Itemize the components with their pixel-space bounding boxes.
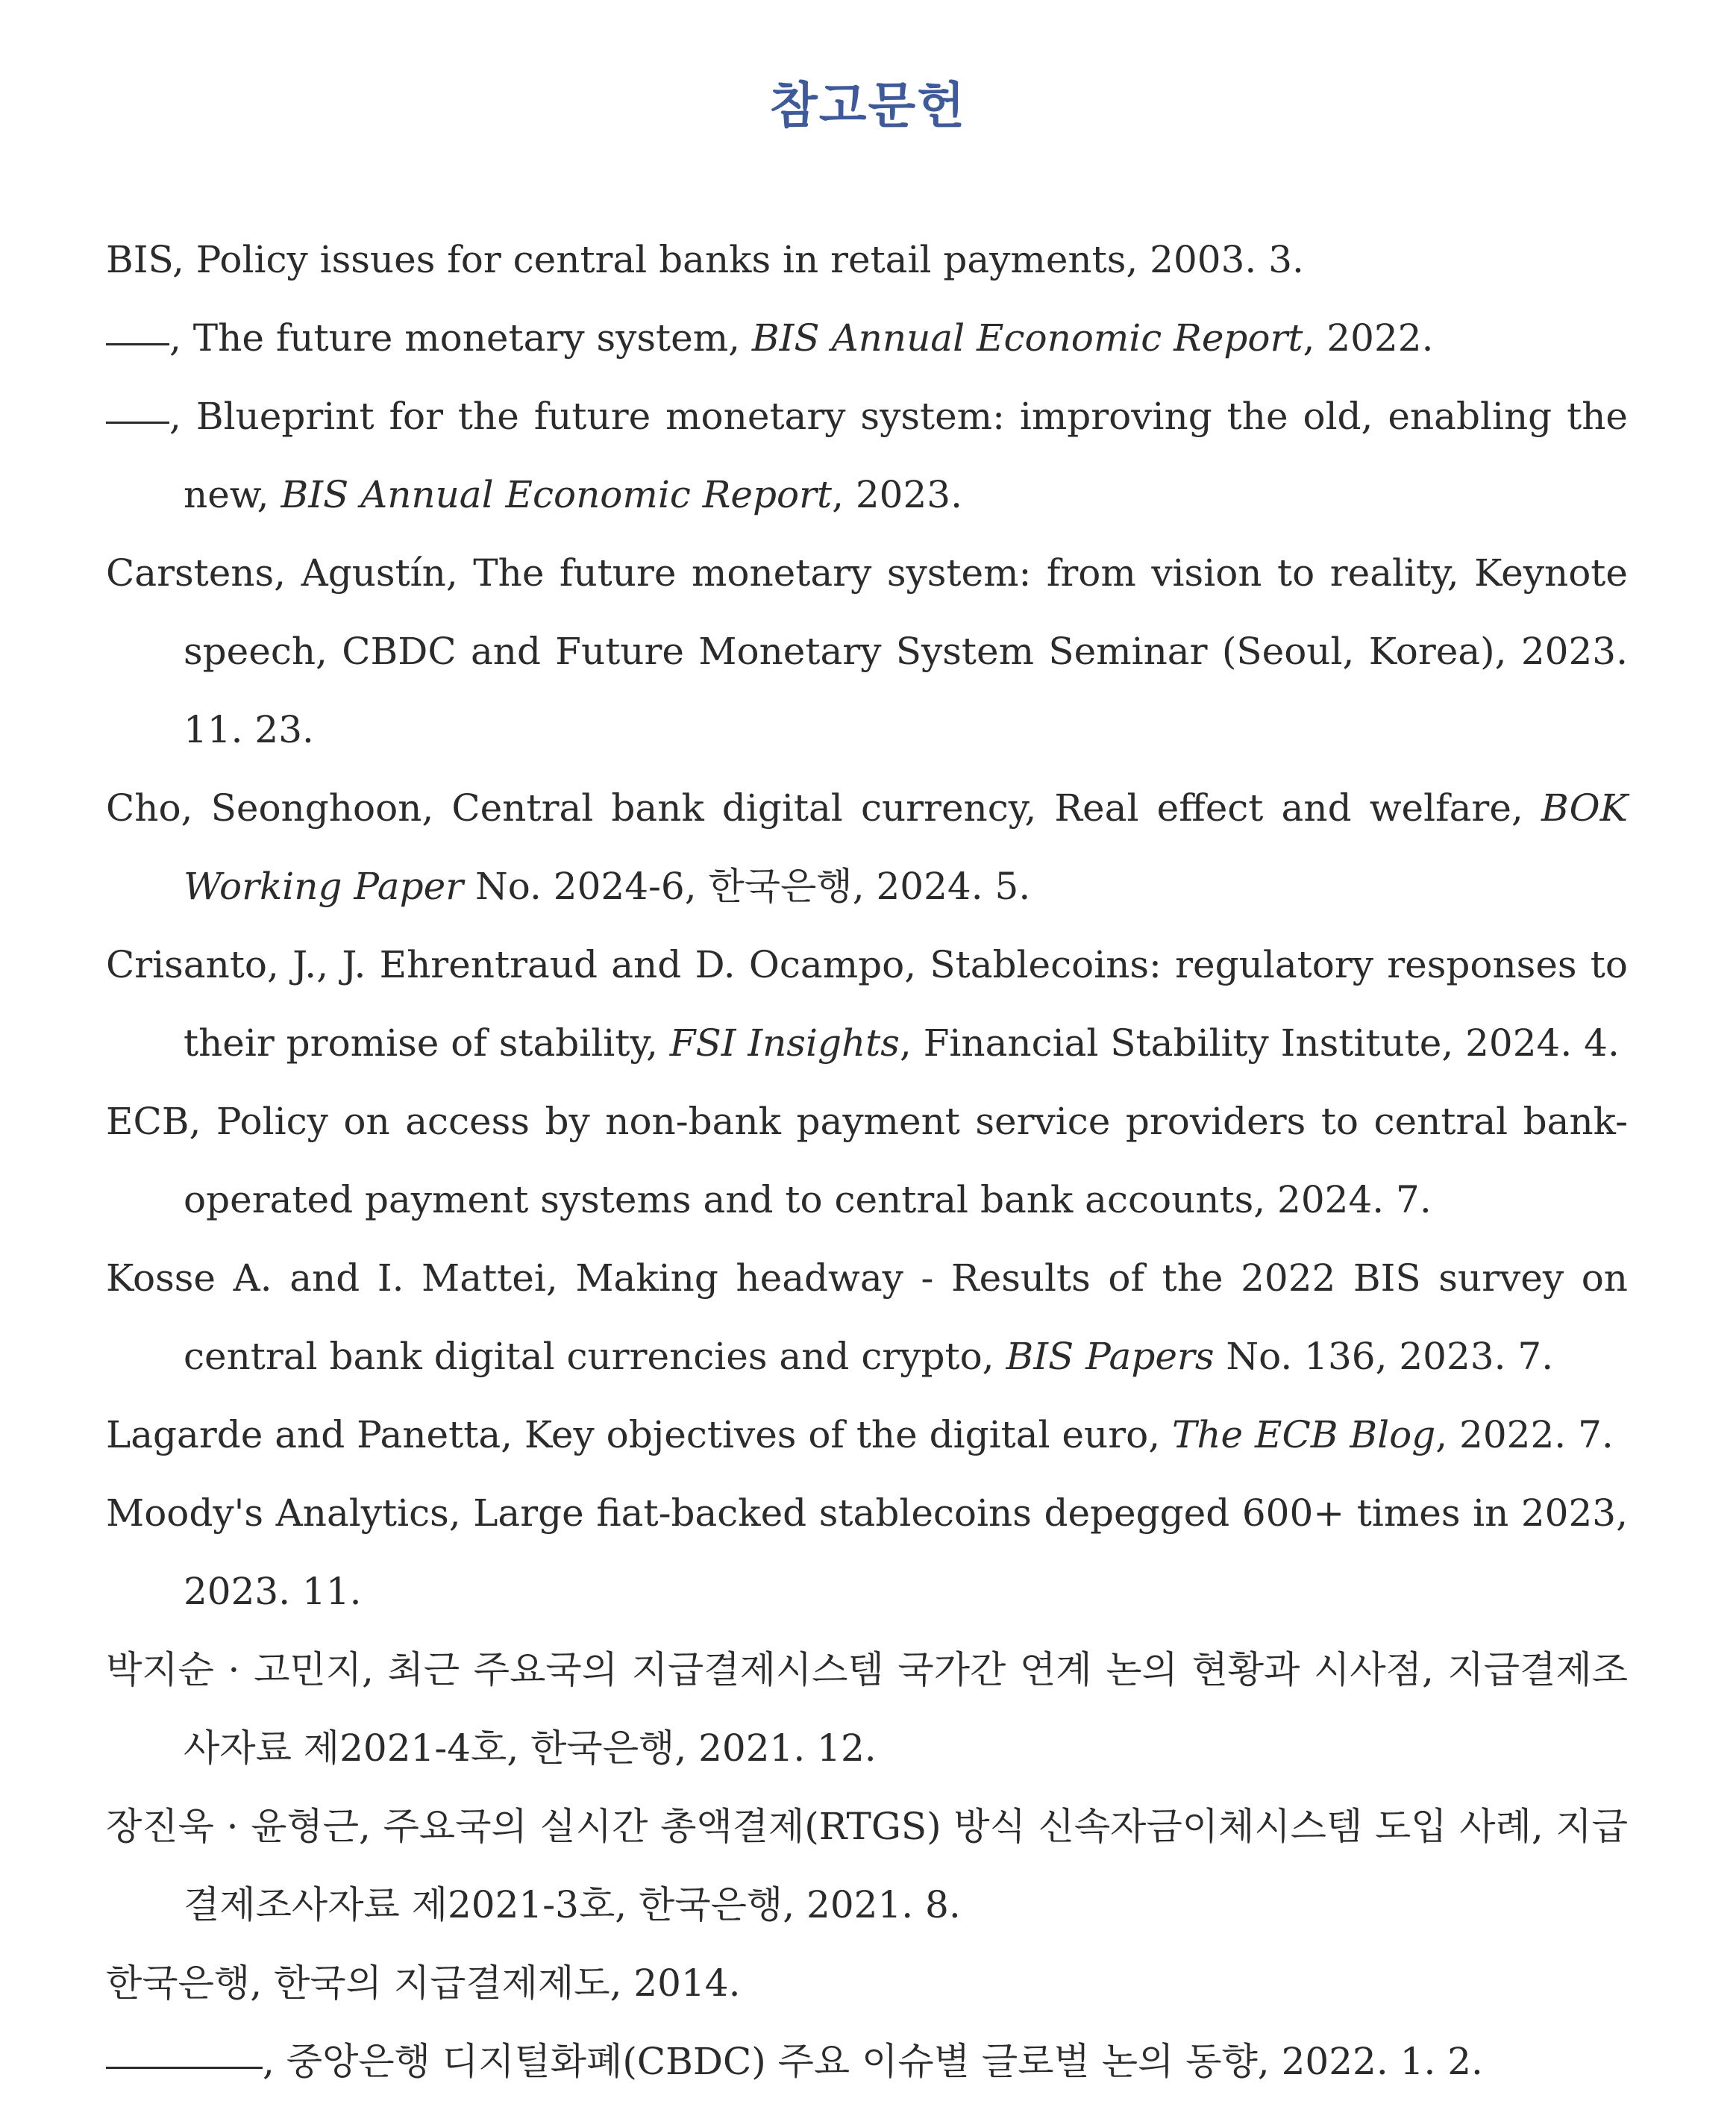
reference-text: 장진욱 · 윤형근, 주요국의 실시간 총액결제(RTGS) 방식 신속자금이체시스템 도입 사례, 지급결제조사자료 제2021-3호, 한국은행, 2021. 8.	[106, 1805, 1628, 1926]
reference-item-park	[106, 1631, 1628, 1788]
reference-text-tail: , 2023.	[832, 473, 962, 516]
reference-item-cho	[106, 769, 1628, 926]
reference-text-tail: , Financial Stability Institute, 2024. 4.	[899, 1021, 1620, 1065]
reference-text: BIS, Policy issues for central banks in retail payments, 2003. 3.	[106, 238, 1304, 281]
reference-text: Moody's Analytics, Large fiat-backed stablecoins depegged 600+ times in 2023, 2023. 11.	[106, 1491, 1628, 1613]
reference-item-crisanto	[106, 926, 1628, 1083]
reference-item-carstens	[106, 534, 1628, 769]
reference-text-tail: No. 2024-6, 한국은행, 2024. 5.	[463, 865, 1031, 908]
reference-list	[106, 221, 1628, 2101]
reference-text: Carstens, Agustín, The future monetary system: from vision to reality, Keynote speech, CBDC and Future Monetary System Seminar (Seoul, Korea), 2023. 11. 23.	[106, 551, 1628, 751]
reference-text: , The future monetary system,	[169, 316, 752, 360]
reference-text: , 중앙은행 디지털화폐(CBDC) 주요 이슈별 글로벌 논의 동향, 2022. 1. 2.	[263, 2040, 1483, 2083]
reference-text: Cho, Seonghoon, Central bank digital currency, Real effect and welfare,	[106, 786, 1541, 830]
reference-item-bok-2022	[106, 2023, 1628, 2101]
reference-item-kosse	[106, 1239, 1628, 1396]
reference-item-lagarde	[106, 1396, 1628, 1474]
reference-source-title: BOK Working Paper	[184, 786, 1628, 908]
reference-text-tail: , 2022. 7.	[1435, 1413, 1614, 1456]
reference-item-bis-2023	[106, 378, 1628, 534]
reference-source-title: BIS Annual Economic Report	[751, 316, 1303, 360]
ditto-rule	[106, 421, 169, 424]
reference-item-bis-2022	[106, 299, 1628, 378]
reference-text: 박지순 · 고민지, 최근 주요국의 지급결제시스템 국가간 연계 논의 현황과 시사점, 지급결제조사자료 제2021-4호, 한국은행, 2021. 12.	[106, 1648, 1628, 1770]
reference-source-title: BIS Annual Economic Report	[281, 473, 833, 516]
reference-text-tail: , 2022.	[1303, 316, 1434, 360]
reference-text: Lagarde and Panetta, Key objectives of the digital euro,	[106, 1413, 1172, 1456]
reference-text: 한국은행, 한국의 지급결제제도, 2014.	[106, 1961, 741, 2005]
reference-text-tail: No. 136, 2023. 7.	[1214, 1335, 1554, 1378]
reference-item-jang	[106, 1788, 1628, 1944]
reference-item-bis-2003	[106, 221, 1628, 299]
reference-source-title: The ECB Blog	[1171, 1413, 1436, 1456]
reference-text: , Blueprint for the future monetary system: improving the old, enabling the new,	[169, 395, 1628, 516]
reference-text: ECB, Policy on access by non-bank payment service providers to central bank-operated payment systems and to central bank accounts, 2024. 7.	[106, 1100, 1628, 1221]
reference-item-ecb	[106, 1083, 1628, 1239]
reference-item-bok-2014	[106, 1944, 1628, 2023]
ditto-rule	[106, 2066, 263, 2069]
reference-source-title: BIS Papers	[1006, 1335, 1215, 1378]
reference-text: Crisanto, J., J. Ehrentraud and D. Ocampo, Stablecoins: regulatory responses to their promise of stability,	[106, 943, 1628, 1065]
reference-source-title: FSI Insights	[669, 1021, 900, 1065]
page-title: 참고문헌	[769, 77, 967, 134]
reference-item-moodys	[106, 1474, 1628, 1631]
reference-text: Kosse A. and I. Mattei, Making headway - Results of the 2022 BIS survey on central bank digital currencies and crypto,	[106, 1256, 1628, 1378]
ditto-rule	[106, 342, 169, 345]
